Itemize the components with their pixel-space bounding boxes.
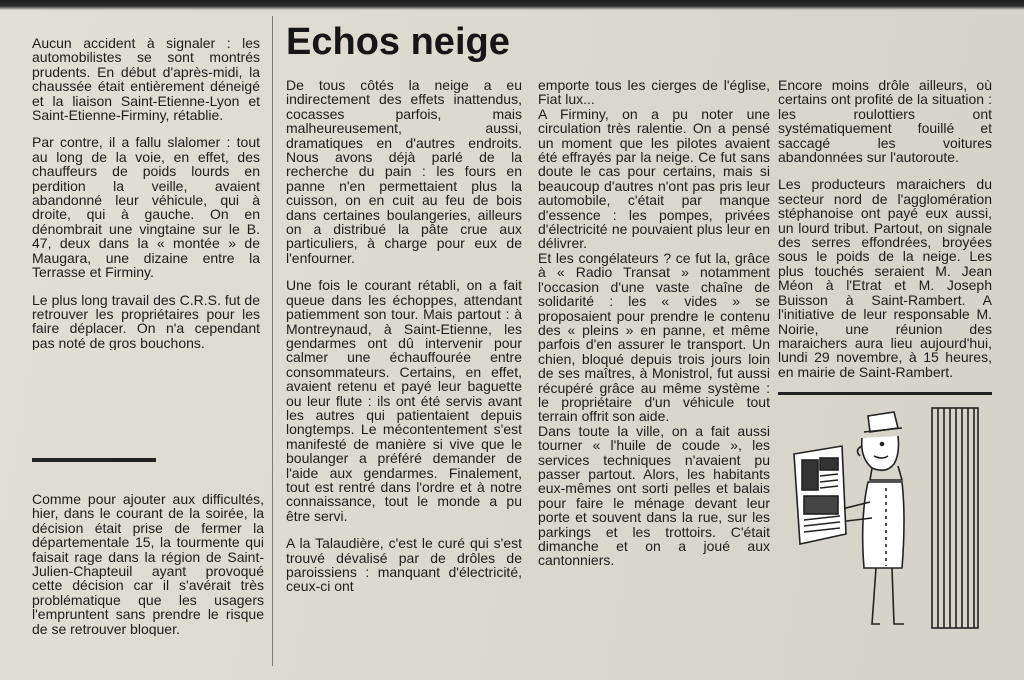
paragraph: Comme pour ajouter aux difficultés, hier, dans le courant de la soirée, la décision était prise de fermer la départementale 15, la tourmente qui faisait rage dans la région de Saint-Julien-Chapteuil ayant provoqué cette décision car il s'avérait très problématique que les usagers l'empruntent sans prendre le risque de se retrouver bloquer. <box>32 492 264 637</box>
newspaper-held <box>794 446 846 544</box>
window-blinds <box>932 408 978 628</box>
paragraph: Une fois le courant rétabli, on a fait queue dans les échoppes, attendant patiemment son tour. Mais partout : à Montreynaud, à Saint-Etienne, les gendarmes ont dû intervenir pour calmer une échauffourée entre consommateurs. Certains, en effet, avaient retenu et payé leur baguette ou leur flute : ils ont été servis avant les autres qui patientaient depuis longtemps. Le mécontentement s'est manifesté de manière si vive que le boulanger a préféré demander de l'aide aux gendarmes. Finalement, tout est rentré dans l'ordre et à notre connaissance, tout le monde a pu être servi. <box>286 277 522 524</box>
man-figure <box>838 412 904 624</box>
column-4 <box>778 78 992 379</box>
cartoon-illustration-icon <box>790 398 990 638</box>
header-fragment <box>24 0 128 1</box>
column-3 <box>538 78 770 568</box>
paragraph: Par contre, il a fallu slalomer : tout au long de la voie, en effet, des chauffeurs de poids lourds en perdition la veille, avaient abandonné leur véhicule, qui à droite, qui à gauche. On en dénombrait une vingtaine sur le B. 47, deux dans la « montée » de Maugara, une dizaine entre la Terrasse et Firminy. <box>32 134 260 281</box>
paragraph: Les producteurs maraichers du secteur nord de l'agglomération stéphanoise ont payé eux aussi, un lourd tribut. Partout, on signale des serres effondrées, broyées sous le poids de la neige. Les plus touchés seraient M. Jean Méon à l'Etrat et M. Joseph Buisson à Saint-Rambert. A l'initiative de leur responsable M. Noirie, une réunion des maraichers aura lieu aujourd'hui, lundi 29 novembre, à 15 heures, en mairie de Saint-Rambert. <box>778 176 992 380</box>
paragraph: Le plus long travail des C.R.S. fut de retrouver les propriétaires pour les faire déplacer. On n'a cependant pas noté de gros bouchons. <box>32 291 260 351</box>
column-divider <box>272 16 273 666</box>
column-1 <box>32 36 260 350</box>
article-headline: Echos neige <box>286 21 510 63</box>
paragraph: A Firminy, on a pu noter une circulation très ralentie. On a pensé un moment que les pilotes avaient été effrayés par la neige. Ce fut sans doute le cas pour certains, mais si beaucoup d'autres n'ont pas pris leur automobile, c'était par manque d'essence : les pompes, privées d'électricité ne pouvaient plus leur en délivrer. <box>538 105 770 252</box>
paragraph: Et les congélateurs ? ce fut la, grâce à « Radio Transat » notamment l'occasion d'une vaste chaîne de solidarité : les « vides » se proposaient pour prendre le contenu des « pleins » en panne, et même parfois d'en assurer le transport. Un chien, bloqué depuis trois jours loin de ses maîtres, à Monistrol, fut aussi récupéré grâce au même système : le propriétaire d'un véhicule tout terrain offrit son aide. <box>538 249 770 425</box>
column-1-lower <box>32 492 264 636</box>
top-band <box>0 0 1024 10</box>
separator-rule <box>32 458 156 462</box>
paragraph: A la Talaudière, c'est le curé qui s'est trouvé dévalisé par de drôles de paroissiens : manquant d'électricité, ceux-ci ont <box>286 535 522 594</box>
paragraph: Aucun accident à signaler : les automobilistes se sont montrés prudents. En début d'après-midi, la chaussée était entièrement déneigé et la liaison Saint-Etienne-Lyon et Saint-Etienne-Firminy, rétablie. <box>32 36 260 124</box>
paragraph: Dans toute la ville, on a fait aussi tourner « l'huile de coude », les services techniques n'avaient pu passer partout. Alors, les habitants eux-mêmes ont sorti pelles et balais pour faire le ménage devant leur porte et souvent dans la rue, sur les parkings et les trottoirs. C'était dimanche et on a joué aux cantonniers. <box>538 422 770 568</box>
column-2 <box>286 78 522 594</box>
paragraph: Encore moins drôle ailleurs, où certains ont profité de la situation : les roulottiers ont systématiquement fouillé et saccagé les voitures abandonnées sur l'autoroute. <box>778 78 992 166</box>
paragraph: De tous côtés la neige a eu indirectement des effets inattendus, cocasses parfois, mais malheureusement, aussi, dramatiques en d'autres endroits. Nous avons déjà parlé de la recherche du pain : les fours en panne n'en permettaient plus la cuisson, on en cuit au feu de bois dans certaines boulangeries, ailleurs on a distribué la pâte crue aux particuliers, à charge pour eux de l'enfourner. <box>286 78 522 266</box>
paragraph: emporte tous les cierges de l'église, Fiat lux... <box>538 78 770 108</box>
separator-rule <box>778 392 992 395</box>
